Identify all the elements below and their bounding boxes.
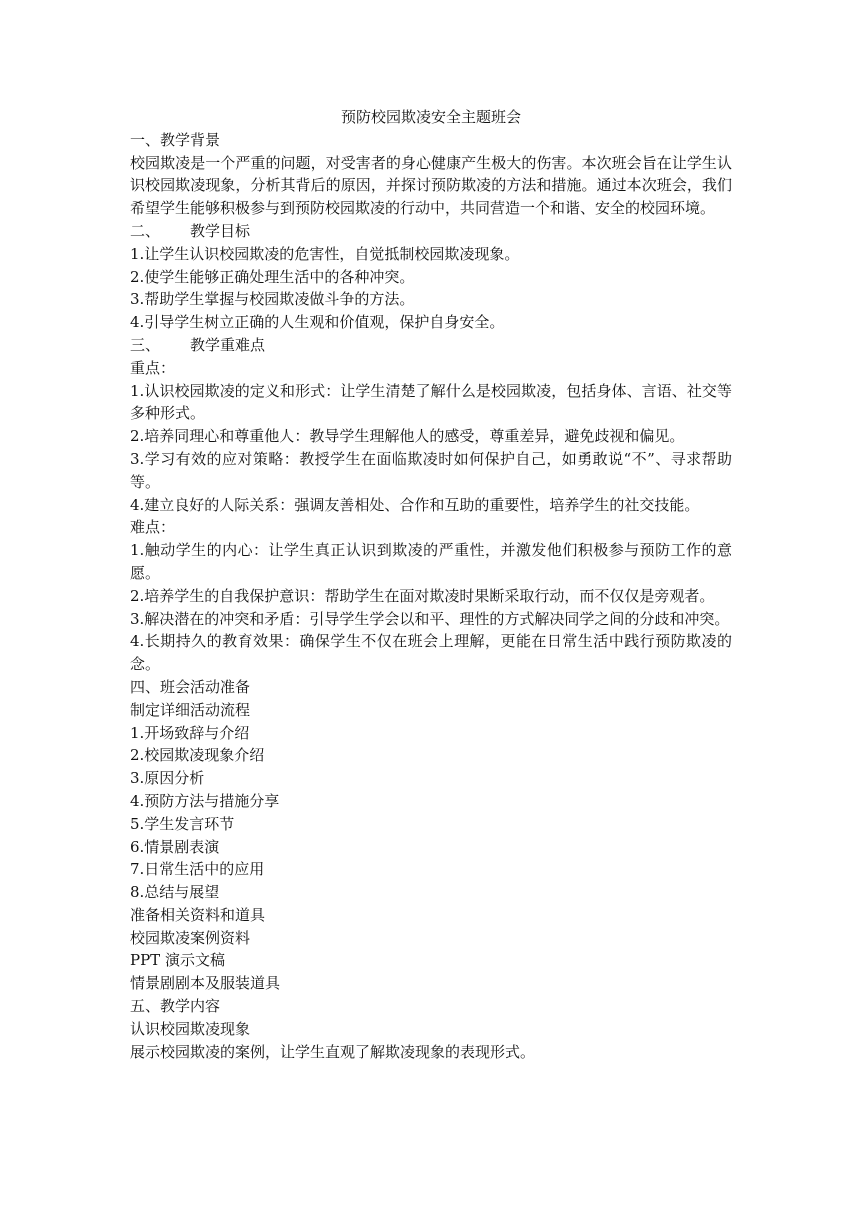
background-paragraph: 校园欺凌是一个严重的问题，对受害者的身心健康产生极大的伤害。本次班会旨在让学生认识校园欺凌现象，分析其背后的原因，并探讨预防欺凌的方法和措施。通过本次班会，我们希望学生能够积极参与到预防校园欺凌的行动中，共同营造一个和谐、安全的校园环境。 (130, 153, 732, 218)
list-item: 1.触动学生的内心：让学生真正认识到欺凌的严重性，并激发他们积极参与预防工作的意愿。 (130, 541, 732, 582)
list-item: 4.引导学生树立正确的人生观和价值观，保护自身安全。 (130, 313, 505, 332)
list-item: 1.认识校园欺凌的定义和形式：让学生清楚了解什么是校园欺凌，包括身体、言语、社交等多种形式。 (130, 381, 732, 423)
list-item: 2.培养同理心和尊重他人：教导学生理解他人的感受，尊重差异，避免歧视和偏见。 (130, 427, 685, 446)
document-page (130, 106, 732, 1063)
list-item: 校园欺凌案例资料 (130, 928, 251, 947)
list-item: 2.校园欺凌现象介绍 (130, 746, 265, 765)
list-item: 情景剧剧本及服装道具 (130, 974, 281, 993)
flow-label: 制定详细活动流程 (130, 700, 251, 719)
list-item: 4.建立良好的人际关系：强调友善相处、合作和互助的重要性，培养学生的社交技能。 (130, 495, 700, 514)
list-item: 3.学习有效的应对策略：教授学生在面临欺凌时如何保护自己，如勇敢说“不”、寻求帮助等。 (130, 449, 732, 491)
list-item: 5.学生发言环节 (130, 814, 235, 833)
list-item: 1.让学生认识校园欺凌的危害性，自觉抵制校园欺凌现象。 (130, 244, 520, 263)
list-item: 2.培养学生的自我保护意识：帮助学生在面对欺凌时果断采取行动，而不仅仅是旁观者。 (130, 586, 715, 605)
document-title: 预防校园欺凌安全主题班会 (340, 108, 521, 126)
section-number: 二、 (130, 221, 161, 240)
list-item: 2.使学生能够正确处理生活中的各种冲突。 (130, 267, 415, 286)
list-item: PPT 演示文稿 (130, 951, 225, 970)
section-heading-preparation: 四、班会活动准备 (130, 677, 251, 696)
content-paragraph: 展示校园欺凌的案例，让学生直观了解欺凌现象的表现形式。 (130, 1042, 536, 1061)
section-heading-background: 一、教学背景 (130, 130, 221, 149)
section-number: 三、 (130, 335, 161, 354)
list-item: 8.总结与展望 (130, 883, 220, 902)
list-item: 6.情景剧表演 (130, 837, 220, 856)
section-heading-objectives (130, 220, 732, 243)
section-heading-text: 教学重难点 (190, 335, 266, 354)
list-item: 1.开场致辞与介绍 (130, 723, 250, 742)
content-subheading: 认识校园欺凌现象 (130, 1019, 251, 1038)
list-item: 3.原因分析 (130, 769, 205, 788)
materials-label: 准备相关资料和道具 (130, 905, 266, 924)
section-heading-key-points (130, 334, 732, 357)
key-points-label: 重点： (130, 358, 176, 377)
difficult-points-label: 难点： (130, 518, 176, 537)
list-item: 3.帮助学生掌握与校园欺凌做斗争的方法。 (130, 290, 415, 309)
list-item: 4.预防方法与措施分享 (130, 791, 280, 810)
list-item: 7.日常生活中的应用 (130, 860, 265, 879)
list-item: 4.长期持久的教育效果：确保学生不仅在班会上理解，更能在日常生活中践行预防欺凌的念。 (130, 632, 732, 674)
section-heading-content: 五、教学内容 (130, 997, 221, 1016)
list-item: 3.解决潜在的冲突和矛盾：引导学生学会以和平、理性的方式解决同学之间的分歧和冲突。 (130, 609, 730, 628)
section-heading-text: 教学目标 (190, 221, 251, 240)
